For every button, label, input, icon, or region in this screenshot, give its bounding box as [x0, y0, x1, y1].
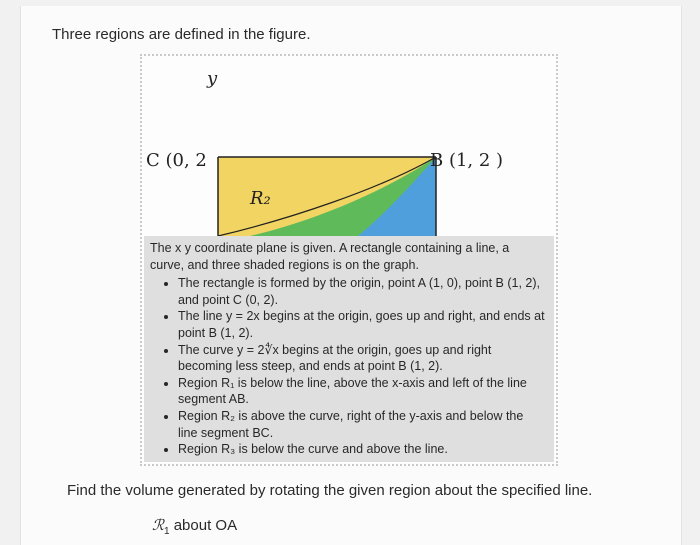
intro-text: Three regions are defined in the figure. — [52, 26, 311, 43]
question-text: Find the volume generated by rotating the given region about the specified line. — [67, 482, 593, 499]
description-list — [150, 275, 546, 458]
region-symbol: ℛ — [152, 516, 164, 534]
sub-question-text: about OA — [173, 517, 238, 534]
point-b-label: B (1, 2 ) — [430, 150, 504, 171]
y-axis-label: y — [207, 68, 218, 89]
description-item: • Region R₂ is above the curve, right of the y-axis and below the line segment BC. — [178, 408, 546, 441]
description-item: • The line y = 2x begins at the origin, goes up and right, and ends at point B (1, 2). — [178, 308, 546, 341]
sub-question — [152, 516, 237, 537]
region-r2-label: R₂ — [250, 188, 271, 209]
point-c-label: C (0, 2 — [146, 150, 207, 171]
region-index: 1 — [163, 526, 170, 537]
figure-description — [144, 236, 554, 462]
description-item: • The rectangle is formed by the origin, point A (1, 0), point B (1, 2), and point C (0, 2). — [178, 275, 546, 308]
description-lead: The x y coordinate plane is given. A rectangle containing a line, a curve, and three shaded regions is on the graph. — [150, 241, 510, 272]
description-item: • Region R₃ is below the curve and above the line. — [178, 441, 546, 458]
description-item: • Region R₁ is below the line, above the x-axis and left of the line segment AB. — [178, 375, 546, 408]
description-item: • The curve y = 2∜x begins at the origin, goes up and right becoming less steep, and ends at point B (1, 2). — [178, 342, 546, 375]
